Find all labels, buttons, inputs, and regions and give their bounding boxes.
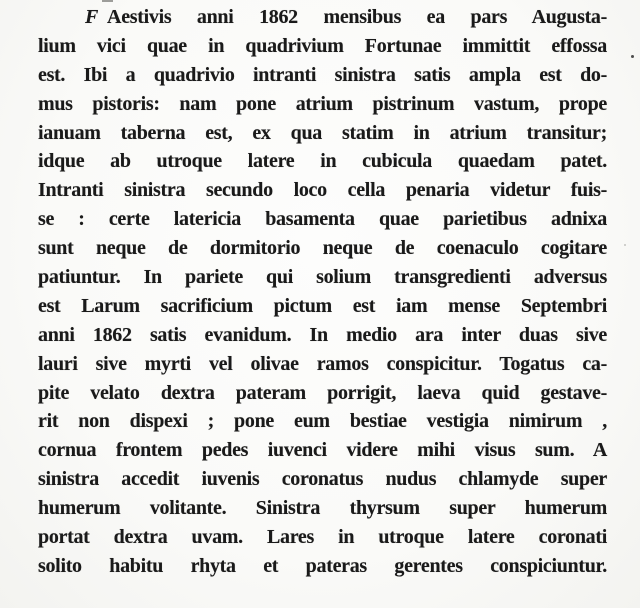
text-line: solito habitu rhyta et pateras gerentes conspiciuntur. [38,554,607,577]
text-line: se : certe latericia basamenta quae parietibus adnixa [38,208,607,231]
text-line: ianuam taberna est, ex qua statim in atrium transitur; [38,121,607,144]
text-line: patiuntur. In pariete qui solium transgredienti adversus [38,266,607,289]
scan-artifact-speck [624,244,626,246]
text-line: sunt neque de dormitorio neque de coenaculo cogitare [38,237,607,260]
text-line: lauri sive myrti vel olivae ramos conspicitur. Togatus ca- [38,352,607,375]
text-line: Intranti sinistra secundo loco cella penaria videtur fuis- [38,179,607,202]
text-line: humerum volitante. Sinistra thyrsum super humerum [38,497,607,520]
paragraph-initial: F [85,6,99,28]
text-line: est. Ibi a quadrivio intranti sinistra satis ampla est do- [38,63,607,86]
text-line: rit non dispexi ; pone eum bestiae vestigia nimirum , [38,410,607,433]
scan-artifact-mark [102,0,113,2]
text-line: portat dextra uvam. Lares in utroque latere coronati [38,526,607,549]
text-line: mus pistoris: nam pone atrium pistrinum vastum, prope [38,92,607,115]
text-line: lium vici quae in quadrivium Fortunae immittit effossa [38,34,607,57]
text-line [38,3,607,32]
text-line: anni 1862 satis evanidum. In medio ara inter duas sive [38,323,607,346]
paragraph [38,3,607,581]
text-line: idque ab utroque latere in cubicula quaedam patet. [38,150,607,173]
text-line: cornua frontem pedes iuvenci videre mihi visus sum. A [38,439,607,462]
line-text: Aestivis anni 1862 mensibus ea pars Augusta- [107,6,607,28]
scan-artifact-speck [631,55,634,58]
text-line: pite velato dextra pateram porrigit, laeva quid gestave- [38,381,607,404]
text-line: sinistra accedit iuvenis coronatus nudus chlamyde super [38,468,607,491]
text-line: est Larum sacrificium pictum est iam mense Septembri [38,294,607,317]
